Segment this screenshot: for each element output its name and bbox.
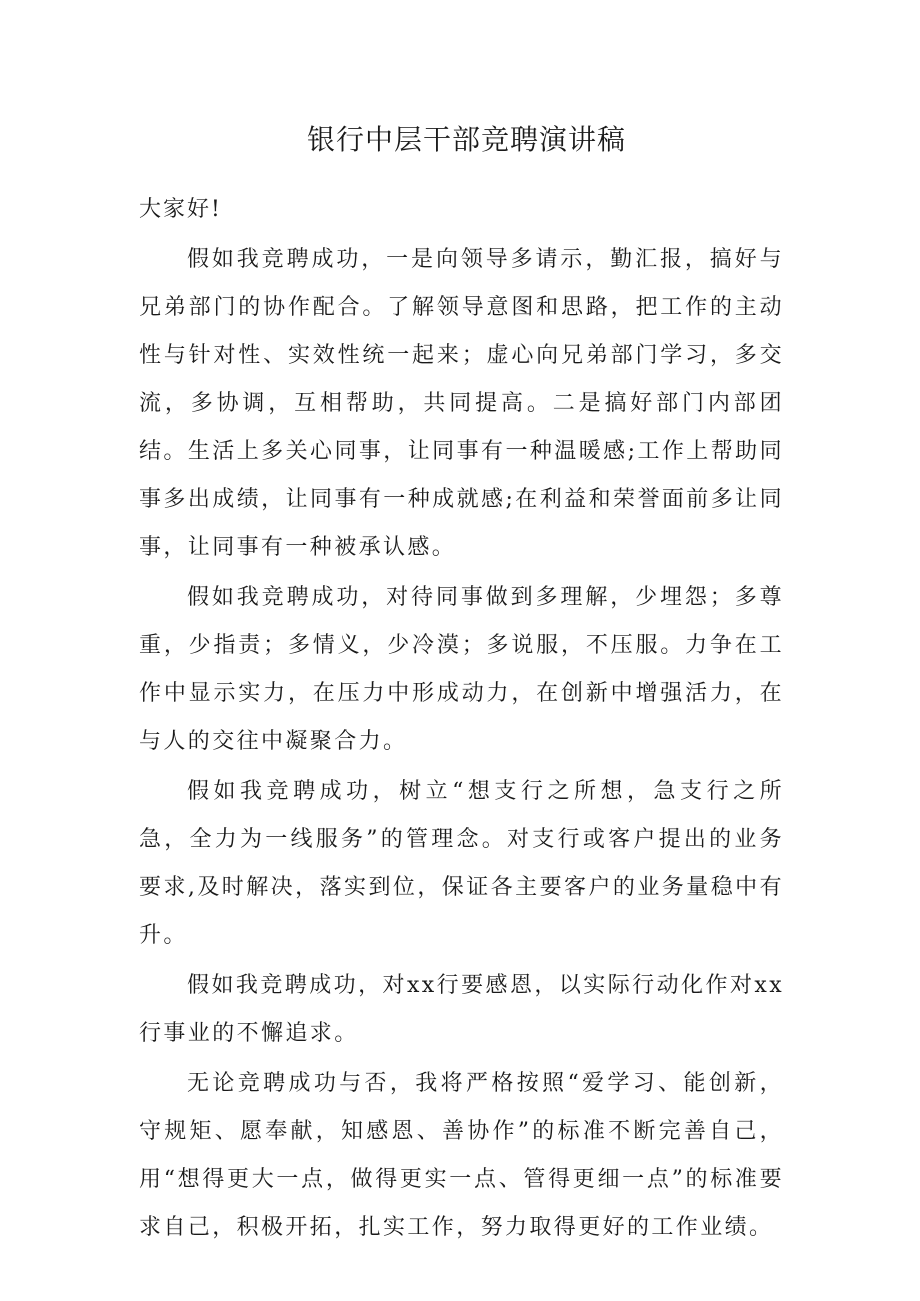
greeting: 大家好! xyxy=(139,197,222,222)
paragraph-2: 假如我竞聘成功，对待同事做到多理解，少埋怨；多尊重，少指责；多情义，少冷漠；多说服，不压服。力争在工作中显示实力，在压力中形成动力，在创新中增强活力，在与人的交往中凝聚合力。 xyxy=(139,585,784,754)
paragraph-1: 假如我竞聘成功，一是向领导多请示，勤汇报，搞好与兄弟部门的协作配合。了解领导意图和思路，把工作的主动性与针对性、实效性统一起来；虚心向兄弟部门学习，多交流，多协调，互相帮助，共同提高。二是搞好部门内部团结。生活上多关心同事，让同事有一种温暖感;工作上帮助同事多出成绩，让同事有一种成就感;在利益和荣誉面前多让同事，让同事有一种被承认感。 xyxy=(139,247,784,560)
document-page xyxy=(139,120,784,1254)
paragraph-3: 假如我竞聘成功，树立“想支行之所想，急支行之所急，全力为一线服务”的管理念。对支行或客户提出的业务要求,及时解决，落实到位，保证各主要客户的业务量稳中有升。 xyxy=(139,779,784,948)
paragraph-5: 无论竞聘成功与否，我将严格按照“爱学习、能创新，守规矩、愿奉献，知感恩、善协作”的标准不断完善自己，用“想得更大一点，做得更实一点、管得更细一点”的标准要求自己，积极开拓，扎实工作，努力取得更好的工作业绩。 xyxy=(139,1071,784,1240)
document-title: 银行中层干部竞聘演讲稿 xyxy=(306,123,626,156)
paragraph-4: 假如我竞聘成功，对xx行要感恩，以实际行动化作对xx行事业的不懈追求。 xyxy=(139,973,784,1046)
